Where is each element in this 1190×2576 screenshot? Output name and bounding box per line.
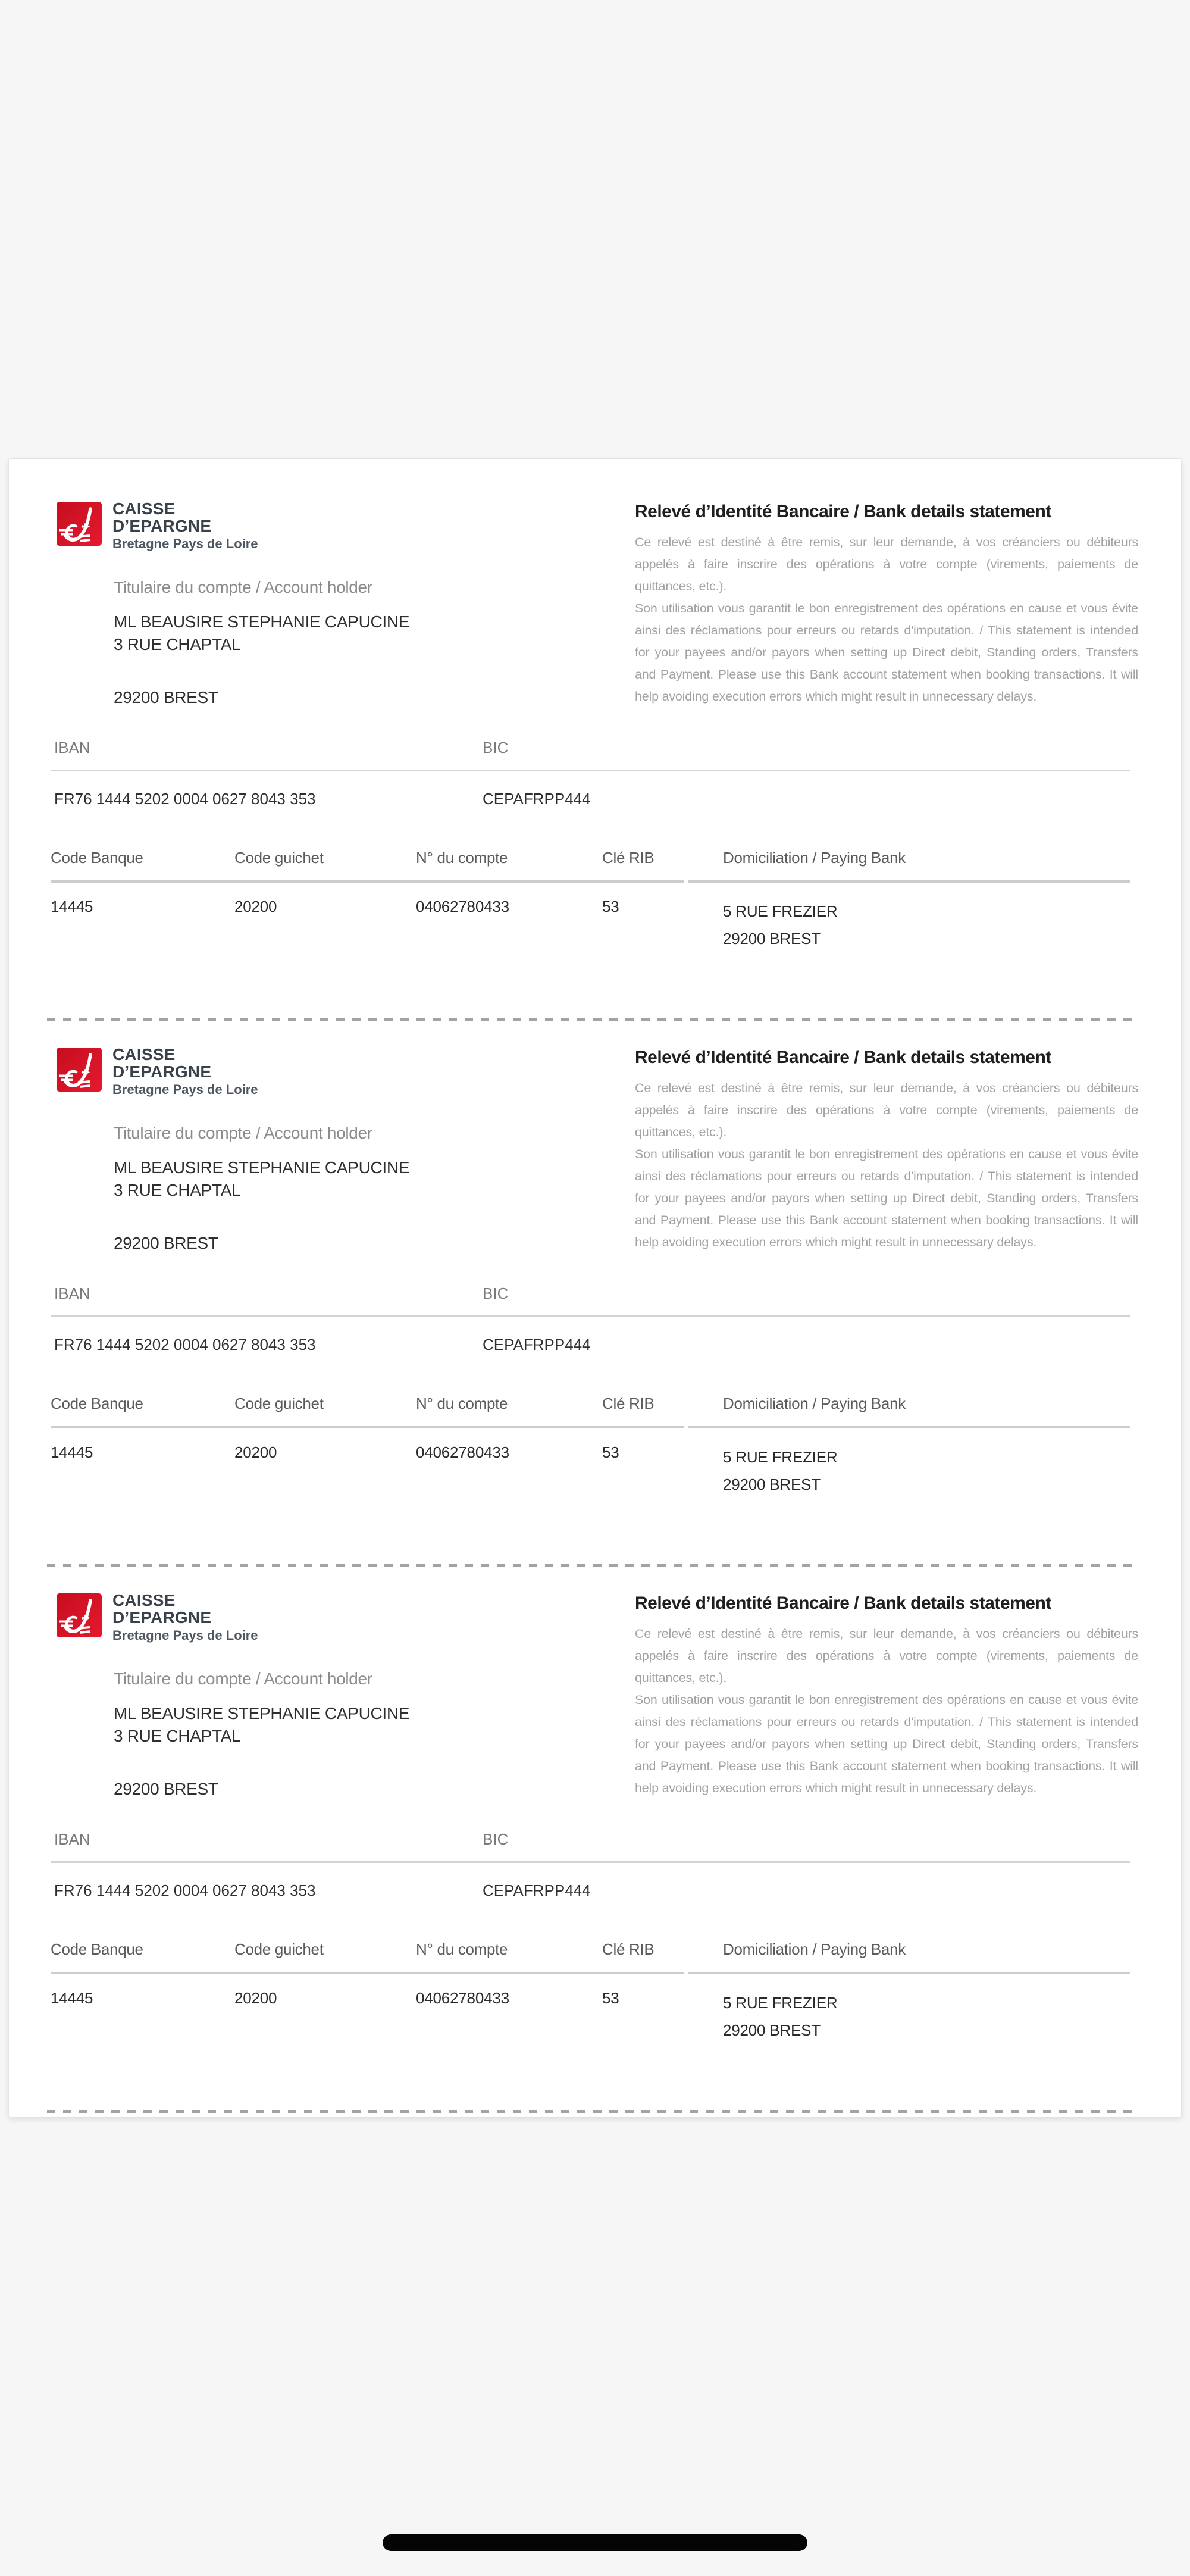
account-holder-label: Titulaire du compte / Account holder xyxy=(114,578,372,596)
statement-usage-text: Son utilisation vous garantit le bon enregistrement des opérations en cause et vous évite ainsi des réclamations pour erreurs ou retards d'imputation. / This statement is intended for your payees and/or payors when setting up Direct debit, Standing orders, Transfers and Payment. Please use this Bank account statement when booking transactions. It will help avoiding execution errors which might result in unnecessary delays. xyxy=(635,1147,1138,1249)
bank-name-line1: CAISSE xyxy=(112,1045,176,1064)
dashed-cut-line xyxy=(47,1018,1132,1021)
cell-code-guichet: 20200 xyxy=(234,1443,277,1461)
table-divider-line xyxy=(688,880,1130,883)
account-holder-label: Titulaire du compte / Account holder xyxy=(114,1124,372,1142)
statement-usage-text: Son utilisation vous garantit le bon enregistrement des opérations en cause et vous évite ainsi des réclamations pour erreurs ou retards d'imputation. / This statement is intended for your payees and/or payors when setting up Direct debit, Standing orders, Transfers and Payment. Please use this Bank account statement when booking transactions. It will help avoiding execution errors which might result in unnecessary delays. xyxy=(635,601,1138,704)
rib-document-card xyxy=(8,458,1182,2117)
rib-section xyxy=(9,1593,1181,2118)
caisse-epargne-logo xyxy=(57,1048,102,1092)
col-header-domiciliation: Domiciliation / Paying Bank xyxy=(723,849,906,867)
domiciliation-line1: 5 RUE FREZIER xyxy=(723,902,838,920)
cell-code-banque: 14445 xyxy=(51,898,93,915)
bank-name-line2: D’EPARGNE xyxy=(112,1608,212,1627)
domiciliation-line1: 5 RUE FREZIER xyxy=(723,1448,838,1466)
table-divider-line xyxy=(688,1972,1130,1974)
cell-domiciliation xyxy=(723,1989,837,2044)
bank-name-line2: D’EPARGNE xyxy=(112,517,212,535)
bic-value: CEPAFRPP444 xyxy=(483,1881,591,1899)
account-holder-city: 29200 BREST xyxy=(114,1234,218,1252)
col-header-cle-rib: Clé RIB xyxy=(602,1395,654,1412)
bank-region: Bretagne Pays de Loire xyxy=(112,1082,258,1097)
bank-name-line1: CAISSE xyxy=(112,499,176,518)
cell-code-guichet: 20200 xyxy=(234,1989,277,2007)
iban-divider-line xyxy=(51,1315,1130,1317)
iban-label: IBAN xyxy=(54,1830,90,1848)
caisse-epargne-logo xyxy=(57,502,102,546)
cell-code-guichet: 20200 xyxy=(234,898,277,915)
domiciliation-line1: 5 RUE FREZIER xyxy=(723,1994,838,2012)
bank-name-line1: CAISSE xyxy=(112,1591,176,1609)
cell-cle-rib: 53 xyxy=(602,1443,619,1461)
cell-numero-compte: 04062780433 xyxy=(416,1443,509,1461)
iban-label: IBAN xyxy=(54,1284,90,1302)
col-header-code-guichet: Code guichet xyxy=(234,1940,324,1958)
dashed-cut-line xyxy=(47,1564,1132,1567)
squirrel-euro-icon xyxy=(57,1593,102,1637)
bank-identity xyxy=(112,1592,258,1643)
home-indicator-bar[interactable] xyxy=(383,2534,807,2551)
bic-label: BIC xyxy=(483,1830,509,1848)
cell-code-banque: 14445 xyxy=(51,1443,93,1461)
domiciliation-line2: 29200 BREST xyxy=(723,2021,821,2039)
col-header-domiciliation: Domiciliation / Paying Bank xyxy=(723,1395,906,1412)
domiciliation-line2: 29200 BREST xyxy=(723,1475,821,1493)
statement-title: Relevé d’Identité Bancaire / Bank details statement xyxy=(635,502,1051,521)
bic-value: CEPAFRPP444 xyxy=(483,1336,591,1353)
cell-numero-compte: 04062780433 xyxy=(416,898,509,915)
col-header-domiciliation: Domiciliation / Paying Bank xyxy=(723,1940,906,1958)
cell-cle-rib: 53 xyxy=(602,1989,619,2007)
col-header-code-guichet: Code guichet xyxy=(234,849,324,867)
bank-identity xyxy=(112,1046,258,1098)
statement-usage-text: Son utilisation vous garantit le bon enregistrement des opérations en cause et vous évite ainsi des réclamations pour erreurs ou retards d'imputation. / This statement is intended for your payees and/or payors when setting up Direct debit, Standing orders, Transfers and Payment. Please use this Bank account statement when booking transactions. It will help avoiding execution errors which might result in unnecessary delays. xyxy=(635,1693,1138,1795)
account-holder-address: 3 RUE CHAPTAL xyxy=(114,1181,241,1199)
iban-value: FR76 1444 5202 0004 0627 8043 353 xyxy=(54,1881,316,1899)
iban-label: IBAN xyxy=(54,739,90,756)
cell-domiciliation xyxy=(723,1443,837,1498)
bank-identity xyxy=(112,500,258,552)
bank-name-line2: D’EPARGNE xyxy=(112,1062,212,1081)
bic-label: BIC xyxy=(483,739,509,756)
iban-divider-line xyxy=(51,1861,1130,1863)
rib-section xyxy=(9,499,1181,1048)
cell-code-banque: 14445 xyxy=(51,1989,93,2007)
col-header-code-banque: Code Banque xyxy=(51,1940,143,1958)
account-holder-city: 29200 BREST xyxy=(114,688,218,706)
table-divider-line xyxy=(51,880,684,883)
rib-section xyxy=(9,1045,1181,1593)
col-header-code-guichet: Code guichet xyxy=(234,1395,324,1412)
statement-title: Relevé d’Identité Bancaire / Bank details statement xyxy=(635,1593,1051,1613)
statement-intro-text: Ce relevé est destiné à être remis, sur leur demande, à vos créanciers ou débiteurs appelés à faire inscrire des opérations à votre compte (virements, paiements de quittances, etc.). xyxy=(635,1081,1138,1139)
col-header-numero-compte: N° du compte xyxy=(416,1940,508,1958)
statement-header xyxy=(635,502,1138,708)
caisse-epargne-logo xyxy=(57,1593,102,1637)
table-divider-line xyxy=(688,1426,1130,1428)
cell-domiciliation xyxy=(723,898,837,952)
cell-numero-compte: 04062780433 xyxy=(416,1989,509,2007)
col-header-code-banque: Code Banque xyxy=(51,1395,143,1412)
domiciliation-line2: 29200 BREST xyxy=(723,930,821,948)
col-header-cle-rib: Clé RIB xyxy=(602,849,654,867)
account-holder-address: 3 RUE CHAPTAL xyxy=(114,1727,241,1745)
cell-cle-rib: 53 xyxy=(602,898,619,915)
squirrel-euro-icon xyxy=(57,502,102,546)
iban-value: FR76 1444 5202 0004 0627 8043 353 xyxy=(54,1336,316,1353)
iban-value: FR76 1444 5202 0004 0627 8043 353 xyxy=(54,790,316,808)
account-holder-name: ML BEAUSIRE STEPHANIE CAPUCINE xyxy=(114,1158,410,1177)
statement-header xyxy=(635,1048,1138,1253)
col-header-numero-compte: N° du compte xyxy=(416,1395,508,1412)
dashed-cut-line xyxy=(47,2110,1132,2113)
bank-region: Bretagne Pays de Loire xyxy=(112,1628,258,1643)
iban-divider-line xyxy=(51,770,1130,771)
bank-region: Bretagne Pays de Loire xyxy=(112,536,258,551)
col-header-numero-compte: N° du compte xyxy=(416,849,508,867)
account-holder-name: ML BEAUSIRE STEPHANIE CAPUCINE xyxy=(114,1704,410,1722)
statement-intro-text: Ce relevé est destiné à être remis, sur leur demande, à vos créanciers ou débiteurs appelés à faire inscrire des opérations à votre compte (virements, paiements de quittances, etc.). xyxy=(635,535,1138,593)
account-holder-label: Titulaire du compte / Account holder xyxy=(114,1670,372,1688)
table-divider-line xyxy=(51,1972,684,1974)
account-holder-name: ML BEAUSIRE STEPHANIE CAPUCINE xyxy=(114,612,410,631)
col-header-code-banque: Code Banque xyxy=(51,849,143,867)
squirrel-euro-icon xyxy=(57,1048,102,1092)
table-divider-line xyxy=(51,1426,684,1428)
bic-value: CEPAFRPP444 xyxy=(483,790,591,808)
account-holder-address: 3 RUE CHAPTAL xyxy=(114,635,241,654)
statement-header xyxy=(635,1593,1138,1799)
bic-label: BIC xyxy=(483,1284,509,1302)
statement-title: Relevé d’Identité Bancaire / Bank details statement xyxy=(635,1048,1051,1067)
col-header-cle-rib: Clé RIB xyxy=(602,1940,654,1958)
account-holder-city: 29200 BREST xyxy=(114,1780,218,1798)
statement-intro-text: Ce relevé est destiné à être remis, sur leur demande, à vos créanciers ou débiteurs appelés à faire inscrire des opérations à votre compte (virements, paiements de quittances, etc.). xyxy=(635,1627,1138,1685)
